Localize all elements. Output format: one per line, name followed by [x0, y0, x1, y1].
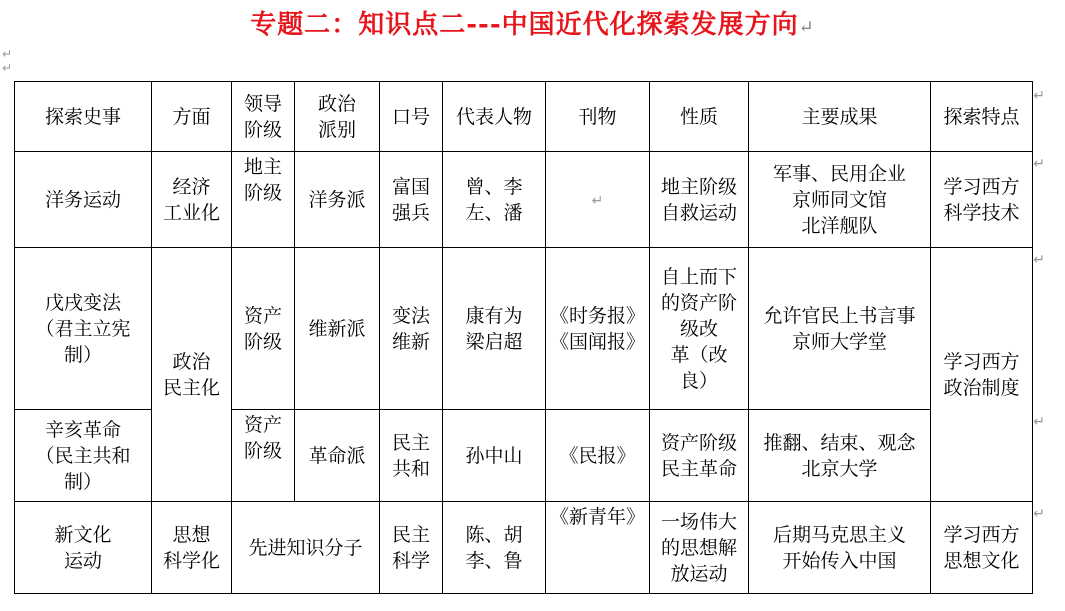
wuxu-people: 康有为 梁启超: [443, 248, 546, 410]
row-end-mark-5: ↵: [1033, 506, 1045, 522]
wuxu-slogan: 变法 维新: [380, 248, 443, 410]
xinhai-people: 孙中山: [443, 410, 546, 502]
xinhai-faction: 革命派: [295, 410, 380, 502]
header-journal: 刊物: [546, 82, 650, 152]
wuxu-xinhai-feature: 学习西方 政治制度: [931, 248, 1033, 502]
exploration-table: [14, 81, 1033, 594]
xinwenhua-nature: 一场伟大 的思想解 放运动: [650, 502, 749, 594]
yangwu-aspect: 经济 工业化: [152, 152, 232, 248]
header-nature: 性质: [650, 82, 749, 152]
xinwenhua-people: 陈、胡 李、鲁: [443, 502, 546, 594]
header-row: [15, 82, 1033, 152]
yangwu-people: 曾、李 左、潘: [443, 152, 546, 248]
yangwu-nature: 地主阶级 自救运动: [650, 152, 749, 248]
xinwenhua-aspect: 思想 科学化: [152, 502, 232, 594]
xinwenhua-leaders: 先进知识分子: [232, 502, 380, 594]
page-title: [0, 4, 1065, 41]
yangwu-event: 洋务运动: [15, 152, 152, 248]
table-row-yangwu: [15, 152, 1033, 248]
header-achievement: 主要成果: [749, 82, 931, 152]
xinhai-slogan: 民主 共和: [380, 410, 443, 502]
header-faction: 政治 派别: [295, 82, 380, 152]
xinwenhua-event: 新文化 运动: [15, 502, 152, 594]
yangwu-journal-mark: ↵: [591, 192, 604, 209]
header-feature: 探索特点: [931, 82, 1033, 152]
xinwenhua-feature: 学习西方 思想文化: [931, 502, 1033, 594]
xinwenhua-slogan: 民主 科学: [380, 502, 443, 594]
xinhai-nature: 资产阶级 民主革命: [650, 410, 749, 502]
wuxu-journal: 《时务报》 《国闻报》: [546, 248, 650, 410]
wuxu-achievement: 允许官民上书言事 京师大学堂: [749, 248, 931, 410]
header-people: 代表人物: [443, 82, 546, 152]
margin-paragraph-mark-2: ↵: [2, 61, 13, 75]
table-row-xinwenhua: [15, 502, 1033, 594]
table-row-wuxu: [15, 248, 1033, 410]
xinwenhua-journal: 《新青年》: [546, 502, 650, 594]
title-text: 专题二：知识点二---中国近代化探索发展方向: [250, 10, 799, 40]
xinhai-event: 辛亥革命 （民主共和 制）: [15, 410, 152, 502]
row-end-mark-1: ↵: [1033, 88, 1045, 104]
header-class: 领导 阶级: [232, 82, 295, 152]
header-aspect: 方面: [152, 82, 232, 152]
margin-paragraph-mark: ↵: [2, 47, 13, 61]
wuxu-class: 资产 阶级: [232, 248, 295, 410]
xinwenhua-achievement: 后期马克思主义 开始传入中国: [749, 502, 931, 594]
yangwu-slogan: 富国 强兵: [380, 152, 443, 248]
header-slogan: 口号: [380, 82, 443, 152]
title-paragraph-mark: ↵: [798, 17, 815, 38]
wuxu-event: 戊戌变法 （君主立宪 制）: [15, 248, 152, 410]
yangwu-journal: [546, 152, 650, 248]
wuxu-nature: 自上而下 的资产阶 级改 革（改 良）: [650, 248, 749, 410]
xinhai-journal: 《民报》: [546, 410, 650, 502]
yangwu-achievement: 军事、民用企业 京师同文馆 北洋舰队: [749, 152, 931, 248]
xinhai-class: 资产 阶级: [232, 410, 295, 502]
row-end-mark-2: ↵: [1033, 156, 1045, 172]
yangwu-faction: 洋务派: [295, 152, 380, 248]
xinhai-achievement: 推翻、结束、观念 北京大学: [749, 410, 931, 502]
row-end-mark-3: ↵: [1033, 252, 1045, 268]
header-event: 探索史事: [15, 82, 152, 152]
wuxu-faction: 维新派: [295, 248, 380, 410]
yangwu-class: 地主 阶级: [232, 152, 295, 248]
wuxu-xinhai-aspect: 政治 民主化: [152, 248, 232, 502]
yangwu-feature: 学习西方 科学技术: [931, 152, 1033, 248]
row-end-mark-4: ↵: [1033, 414, 1045, 430]
